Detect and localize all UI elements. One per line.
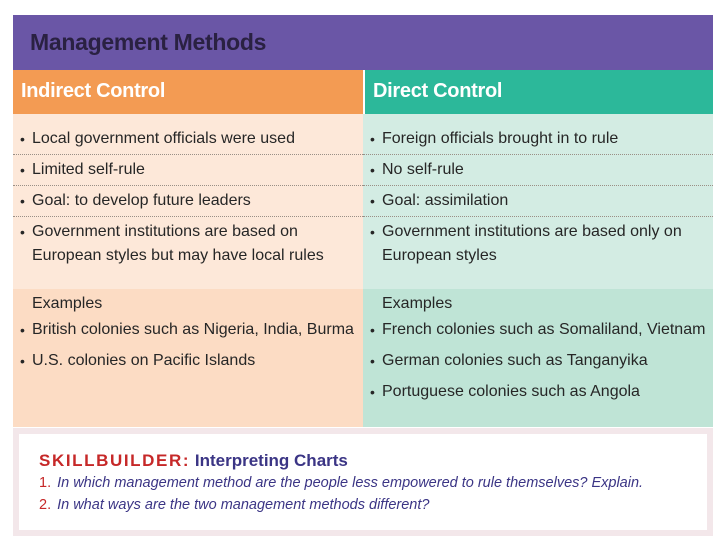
bullet-icon: • — [20, 322, 25, 338]
bullet-icon: • — [370, 193, 375, 209]
bullet-icon: • — [20, 131, 25, 147]
bullet-item — [363, 217, 713, 271]
question-text: In which management method are the people less empowered to rule themselves? Explain. — [57, 475, 644, 491]
bullet-item — [13, 124, 363, 155]
direct-control-header: Direct Control — [363, 70, 713, 114]
bullet-item — [363, 155, 713, 186]
skillbuilder-topic: Interpreting Charts — [194, 451, 348, 470]
indirect-control-body — [13, 114, 363, 427]
bullet-item — [13, 217, 363, 271]
examples-title: Examples — [382, 295, 453, 312]
bullet-icon: • — [20, 353, 25, 369]
example-text: German colonies such as Tanganyika — [382, 352, 648, 369]
example-item — [363, 349, 713, 373]
question-item — [39, 472, 697, 494]
skillbuilder-content — [39, 450, 697, 516]
methods-table — [13, 70, 713, 427]
bullet-icon: • — [20, 193, 25, 209]
bullet-icon: • — [370, 162, 375, 178]
question-text: In what ways are the two management methods different? — [57, 497, 430, 513]
bullet-item — [363, 186, 713, 217]
bullet-icon: • — [370, 224, 375, 240]
bullet-text: Government institutions are based on European styles but may have local rules — [32, 223, 324, 264]
direct-examples — [363, 289, 713, 427]
indirect-examples — [13, 289, 363, 427]
example-item — [363, 318, 713, 342]
example-item — [13, 318, 363, 342]
bullet-icon: • — [20, 162, 25, 178]
examples-list — [13, 318, 363, 380]
bullet-text: Goal: to develop future leaders — [32, 192, 251, 209]
bullet-icon: • — [370, 322, 375, 338]
bullet-text: Government institutions are based only on European styles — [382, 223, 682, 264]
examples-list — [363, 318, 713, 411]
direct-control-body — [363, 114, 713, 427]
bullet-text: Local government officials were used — [32, 130, 295, 147]
chart-title: Management Methods — [30, 29, 267, 55]
skillbuilder-box — [13, 428, 713, 536]
indirect-control-header: Indirect Control — [13, 70, 363, 114]
bullet-item — [363, 124, 713, 155]
bullet-item — [13, 186, 363, 217]
bullet-text: Limited self-rule — [32, 161, 145, 178]
bullet-item — [13, 155, 363, 186]
bullet-icon: • — [370, 131, 375, 147]
direct-bullet-list — [363, 124, 713, 271]
skillbuilder-label: SKILLBUILDER: — [39, 451, 191, 470]
bullet-icon: • — [370, 384, 375, 400]
title-bar — [13, 15, 713, 70]
skillbuilder-heading — [39, 450, 697, 472]
question-item — [39, 494, 697, 516]
example-text: Portuguese colonies such as Angola — [382, 383, 640, 400]
example-text: British colonies such as Nigeria, India, Burma — [32, 321, 354, 338]
example-text: French colonies such as Somaliland, Vietnam — [382, 321, 706, 338]
example-text: U.S. colonies on Pacific Islands — [32, 352, 256, 369]
direct-control-column — [363, 70, 713, 427]
question-number: 2. — [39, 497, 52, 513]
examples-title: Examples — [32, 295, 103, 312]
bullet-text: No self-rule — [382, 161, 464, 178]
bullet-icon: • — [20, 224, 25, 240]
indirect-bullet-list — [13, 124, 363, 271]
example-item — [363, 380, 713, 404]
bullet-text: Foreign officials brought in to rule — [382, 130, 619, 147]
question-number: 1. — [39, 475, 52, 491]
indirect-control-column — [13, 70, 363, 427]
bullet-icon: • — [370, 353, 375, 369]
bullet-text: Goal: assimilation — [382, 192, 509, 209]
example-item — [13, 349, 363, 373]
